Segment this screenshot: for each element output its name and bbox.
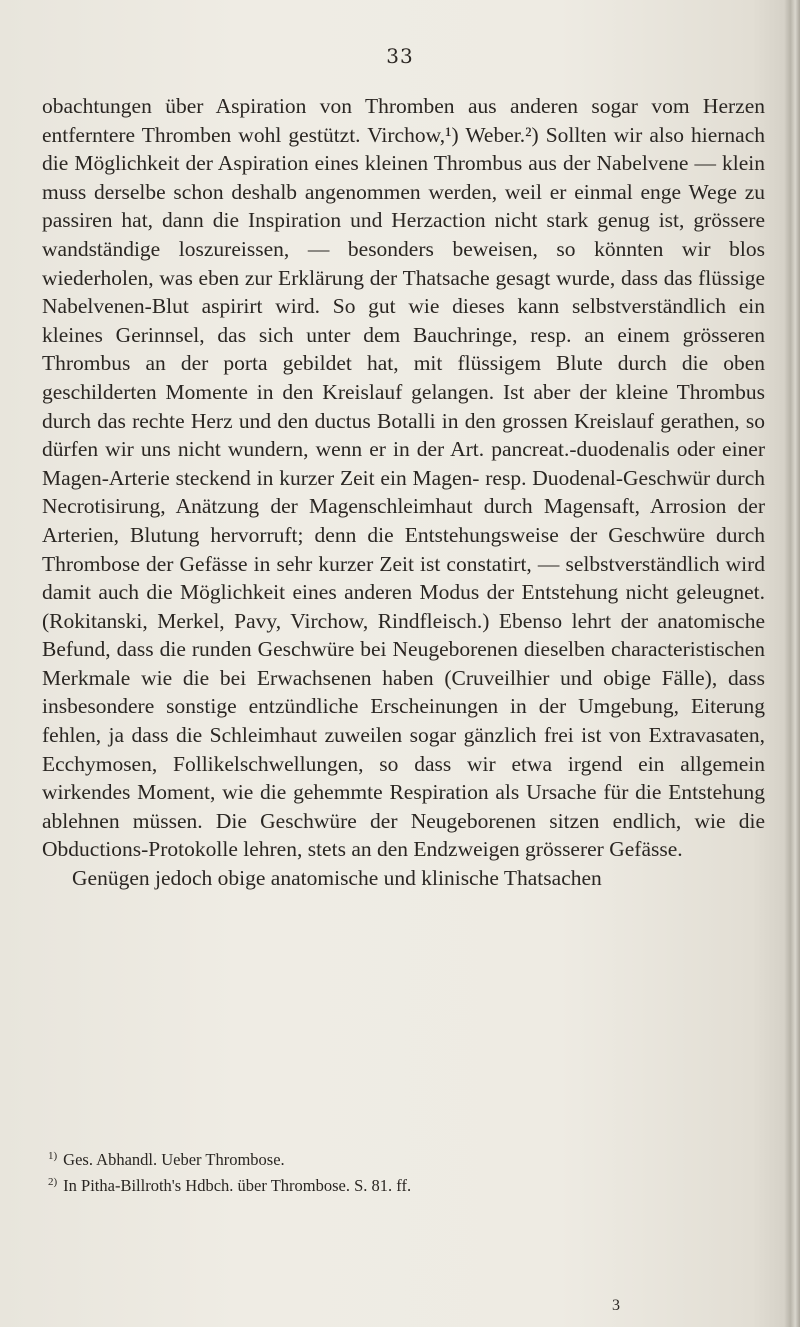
footnote-text: Ges. Abhandl. Ueber Thrombose. [63, 1150, 285, 1169]
footnote-mark: 1) [48, 1149, 58, 1162]
page-number: 33 [386, 44, 414, 68]
footnote-mark: 2) [48, 1175, 58, 1188]
paragraph-1: obachtungen über Aspiration von Thromben aus anderen sogar vom Herzen entferntere Thromben wohl gestützt. Virchow,¹) Weber.²) Sollten wir also hiernach die Möglichkeit der Aspiration eines kleinen Thrombus aus der Nabelvene — klein muss derselbe schon deshalb angenommen werden, weil er einmal enge Wege zu passiren hat, dann die Inspiration und Herzaction nicht stark genug ist, grössere wandständige loszureissen, — besonders beweisen, so könnten wir blos wiederholen, was eben zur Erklärung der Thatsache gesagt wurde, dass das flüssige Nabelvenen-Blut aspirirt wird. So gut wie dieses kann selbstverständlich ein kleines Gerinnsel, das sich unter dem Bauchringe, resp. an einem grösseren Thrombus an der porta gebildet hat, mit flüssigem Blute durch die oben geschilderten Momente in den Kreislauf gelangen. Ist aber der kleine Thrombus durch das rechte Herz und den ductus Botalli in den grossen Kreislauf gerathen, so dürfen wir uns nicht wundern, wenn er in der Art. pancreat.-duodenalis oder einer Magen-Arterie steckend in kurzer Zeit ein Magen- resp. Duodenal-Geschwür durch Necrotisirung, Anätzung der Magenschleimhaut durch Magensaft, Arrosion der Arterien, Blutung hervorruft; denn die Entstehungsweise der Geschwüre durch Thrombose der Gefässe in sehr kurzer Zeit ist constatirt, — selbstverständlich wird damit auch die Möglichkeit eines anderen Modus der Entstehung nicht geleugnet. (Rokitanski, Merkel, Pavy, Virchow, Rindfleisch.) Ebenso lehrt der anatomische Befund, dass die runden Geschwüre bei Neugeborenen dieselben characteristischen Merkmale wie die bei Erwachsenen haben (Cruveilhier und obige Fälle), dass insbesondere sonstige entzündliche Erscheinungen in der Umgebung, Eiterung fehlen, ja dass die Schleimhaut zuweilen sogar gänzlich frei ist von Extravasaten, Ecchymosen, Follikelschwellungen, so dass wir etwa irgend ein allgemein wirkendes Moment, wie die gehemmte Respiration als Ursache für die Entstehung ablehnen müssen. Die Geschwüre der Neugeborenen sitzen endlich, wie die Obductions-Protokolle lehren, stets an den Endzweigen grösserer Gefässe. [42, 94, 765, 862]
footnote-1 [48, 1147, 648, 1173]
body-text [42, 92, 765, 893]
footnote-separator [42, 1125, 252, 1126]
footnotes [48, 1147, 648, 1199]
page-edge-shadow [784, 0, 800, 1327]
footnote-2 [48, 1173, 648, 1199]
footnote-text: In Pitha-Billroth's Hdbch. über Thrombose. S. 81. ff. [63, 1176, 412, 1195]
signature-mark: 3 [612, 1297, 620, 1314]
paragraph-2: Genügen jedoch obige anatomische und klinische Thatsachen [72, 866, 602, 891]
